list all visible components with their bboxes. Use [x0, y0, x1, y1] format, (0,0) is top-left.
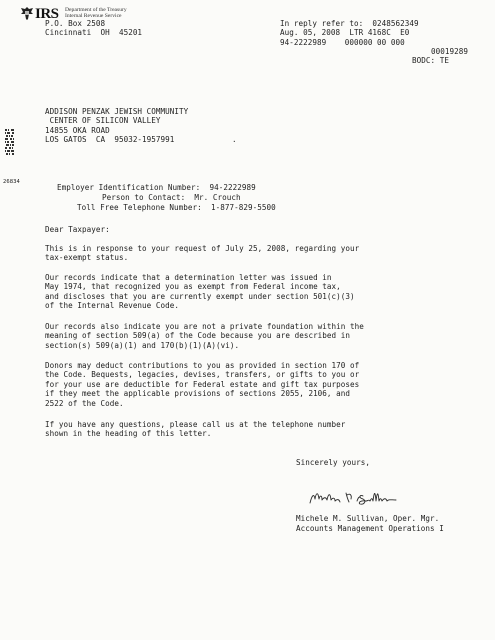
signer-title-line: Accounts Management Operations I — [296, 524, 444, 533]
salutation: Dear Taxpayer: — [45, 225, 110, 234]
dept-line-2: Internal Revenue Service — [65, 13, 122, 20]
body-paragraph-5: If you have any questions, please call us at the telephone number shown in the heading of this letter. — [45, 420, 346, 439]
ein-reference-line: 94-2222989 000000 00 000 — [280, 37, 405, 47]
body-paragraph-2: Our records indicate that a determination letter was issued in May 1974, that recognized you as exempt from Federal income tax, and discloses that you are currently exempt under section 501(c)(3) of the Internal Revenue Code. — [45, 273, 355, 311]
reply-refer-line: In reply refer to: 0248562349 — [280, 19, 419, 28]
po-box: P.O. Box 2508 — [45, 19, 106, 28]
reference-block — [280, 19, 419, 47]
sender-address — [45, 19, 142, 38]
letter-date-line: Aug. 05, 2008 LTR 4168C E0 — [280, 28, 410, 38]
phone-line: Toll Free Telephone Number: 1-877-829-5500 — [77, 203, 276, 212]
ein-line: Employer Identification Number: 94-2222989 — [57, 183, 256, 192]
recipient-line-2: CENTER OF SILICON VALLEY — [45, 116, 161, 126]
eagle-seal-icon — [20, 6, 34, 21]
signer-name-line: Michele M. Sullivan, Oper. Mgr. — [296, 514, 440, 523]
side-page-number: 26834 — [3, 179, 20, 185]
recipient-line-4: LOS GATOS CA 95032-1957991 — [45, 135, 175, 145]
department-name — [65, 7, 127, 20]
handwritten-signature — [300, 485, 400, 511]
body-paragraph-3: Our records also indicate you are not a private foundation within the meaning of section 509(a) of the Code because you are described in section(s) 509(a)(1) and 170(b)(1)(A)(vi). — [45, 322, 364, 350]
irs-logo-text: IRS — [35, 6, 59, 22]
sender-city: Cincinnati OH 45201 — [45, 28, 143, 38]
dept-line-1: Department of the Treasury — [65, 7, 127, 13]
barcode-icon — [4, 128, 15, 158]
contact-person-line: Person to Contact: Mr. Crouch — [102, 193, 241, 202]
reference-number: 00019289 — [431, 47, 468, 56]
body-paragraph-1: This is in response to your request of July 25, 2008, regarding your tax-exempt status. — [45, 244, 360, 263]
stray-mark: . — [232, 135, 237, 144]
closing: Sincerely yours, — [296, 458, 370, 467]
recipient-address — [45, 107, 188, 145]
recipient-line-3: 14855 OKA ROAD — [45, 125, 110, 135]
recipient-line-1: ADDISON PENZAK JEWISH COMMUNITY — [45, 107, 189, 116]
body-paragraph-4: Donors may deduct contributions to you as provided in section 170 of the Code. Bequests, legacies, devises, transfers, or gifts to you or for your use are deductible for Federal estate and gift tax purposes if they meet the applicable provisions of sections 2055, 2106, and 2522 of the Code. — [45, 361, 360, 408]
bodc-code: BODC: TE — [412, 56, 449, 65]
